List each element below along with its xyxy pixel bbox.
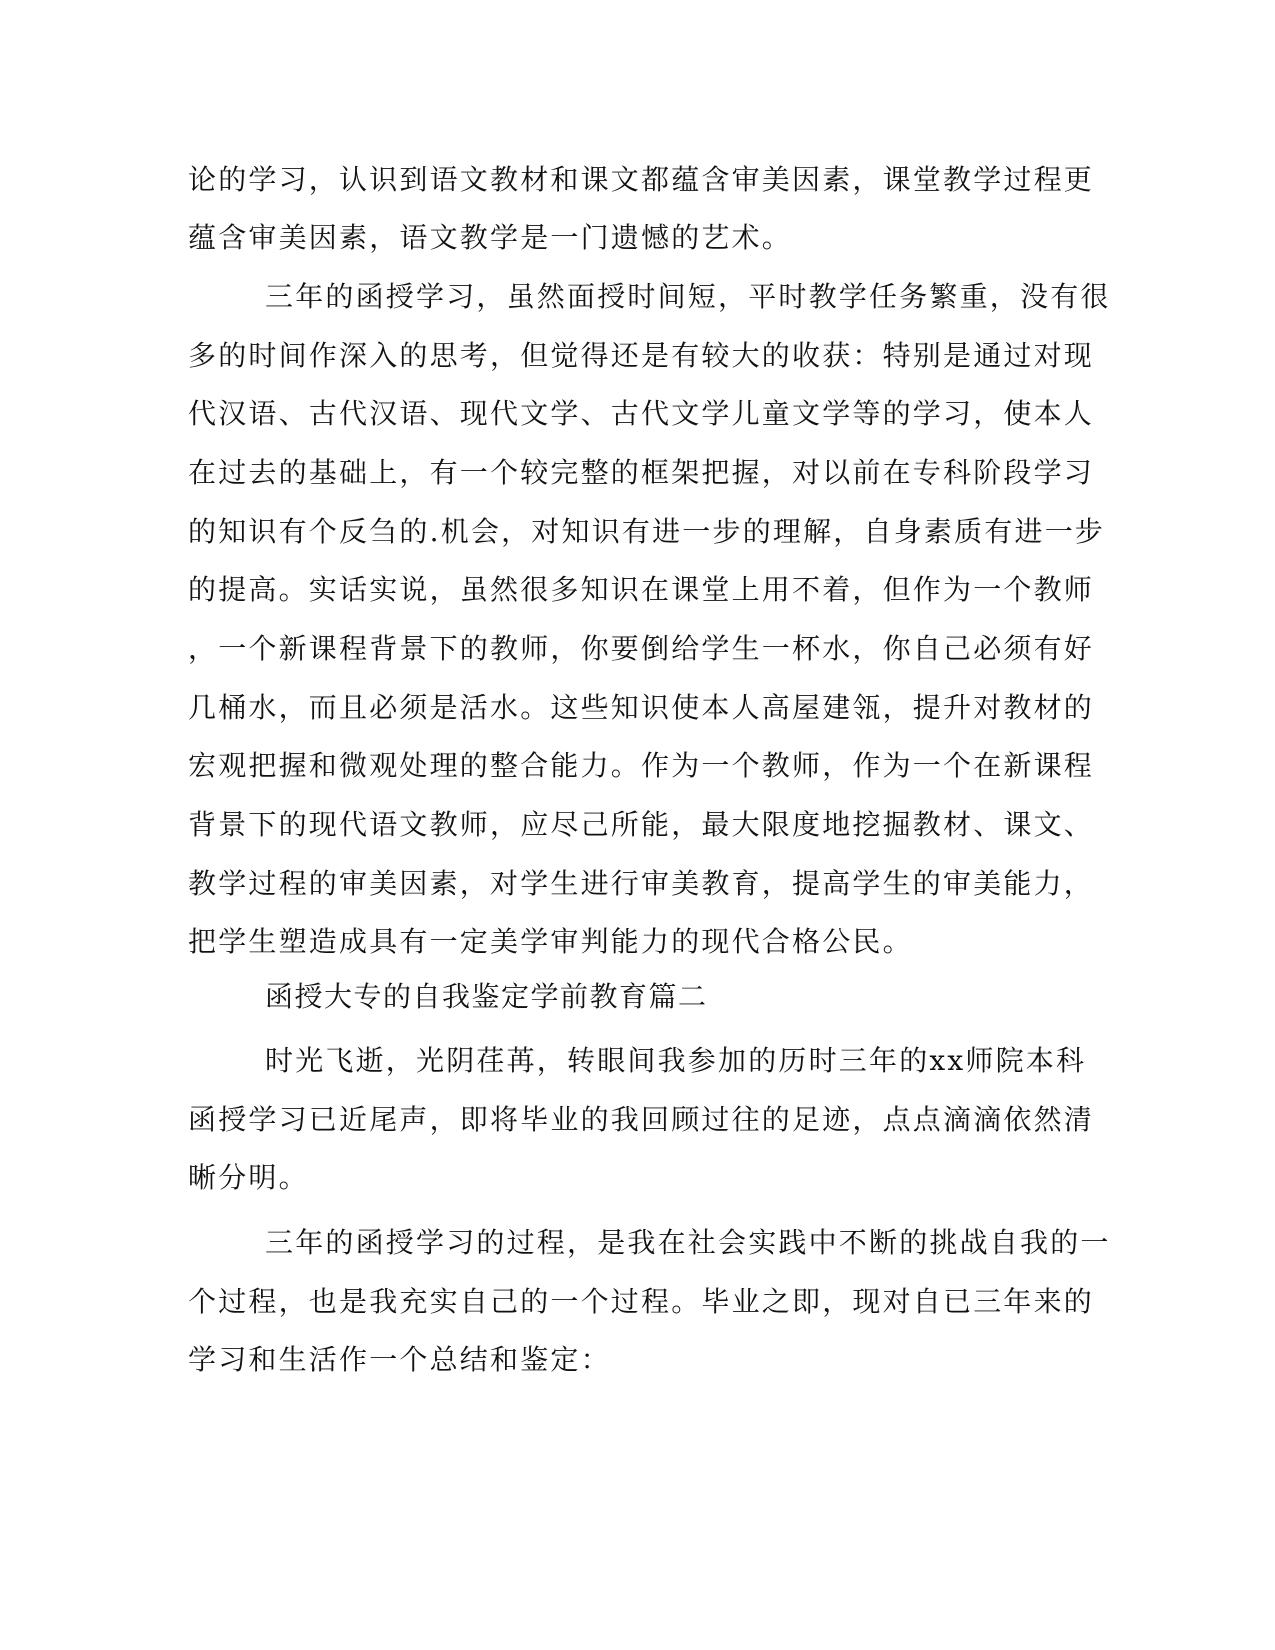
paragraph-4-line-3: 学习和生活作一个总结和鉴定： [188,1343,611,1376]
paragraph-2-line-10: 背景下的现代语文教师，应尽己所能，最大限度地挖掘教材、课文、 [188,808,1095,841]
paragraph-2-line-4: 在过去的基础上，有一个较完整的框架把握，对以前在专科阶段学习 [188,456,1095,489]
paragraph-3-line-2: 函授学习已近尾声，即将毕业的我回顾过往的足迹，点点滴滴依然清 [188,1103,1095,1136]
paragraph-2-line-6: 的提高。实话实说，虽然很多知识在课堂上用不着，但作为一个教师 [188,573,1095,606]
section-heading: 函授大专的自我鉴定学前教育篇二 [265,980,708,1013]
paragraph-2-line-11: 教学过程的审美因素，对学生进行审美教育，提高学生的审美能力， [188,867,1095,900]
paragraph-4-line-1: 三年的函授学习的过程，是我在社会实践中不断的挑战自我的一 [265,1226,1111,1259]
paragraph-2-line-7: ，一个新课程背景下的教师，你要倒给学生一杯水，你自己必须有好 [188,632,1095,665]
paragraph-2-line-3: 代汉语、古代汉语、现代文学、古代文学儿童文学等的学习，使本人 [188,397,1095,430]
paragraph-2-line-12: 把学生塑造成具有一定美学审判能力的现代合格公民。 [188,925,913,958]
paragraph-2-line-1: 三年的函授学习，虽然面授时间短，平时教学任务繁重，没有很 [265,280,1111,313]
paragraph-2-line-8: 几桶水，而且必须是活水。这些知识使本人高屋建瓴，提升对教材的 [188,691,1095,724]
paragraph-2-line-5: 的知识有个反刍的.机会，对知识有进一步的理解，自身素质有进一步 [188,515,1106,548]
paragraph-1-line-1: 论的学习，认识到语文教材和课文都蕴含审美因素，课堂教学过程更 [188,163,1095,196]
paragraph-1-line-2: 蕴含审美因素，语文教学是一门遗憾的艺术。 [188,221,793,254]
paragraph-2-line-2: 多的时间作深入的思考，但觉得还是有较大的收获：特别是通过对现 [188,339,1095,372]
paragraph-3-line-3: 晰分明。 [188,1161,309,1194]
paragraph-4-line-2: 个过程，也是我充实自己的一个过程。毕业之即，现对自已三年来的 [188,1285,1095,1318]
paragraph-2-line-9: 宏观把握和微观处理的整合能力。作为一个教师，作为一个在新课程 [188,749,1095,782]
paragraph-3-line-1: 时光飞逝，光阴荏苒，转眼间我参加的历时三年的xx师院本科 [265,1044,1087,1077]
